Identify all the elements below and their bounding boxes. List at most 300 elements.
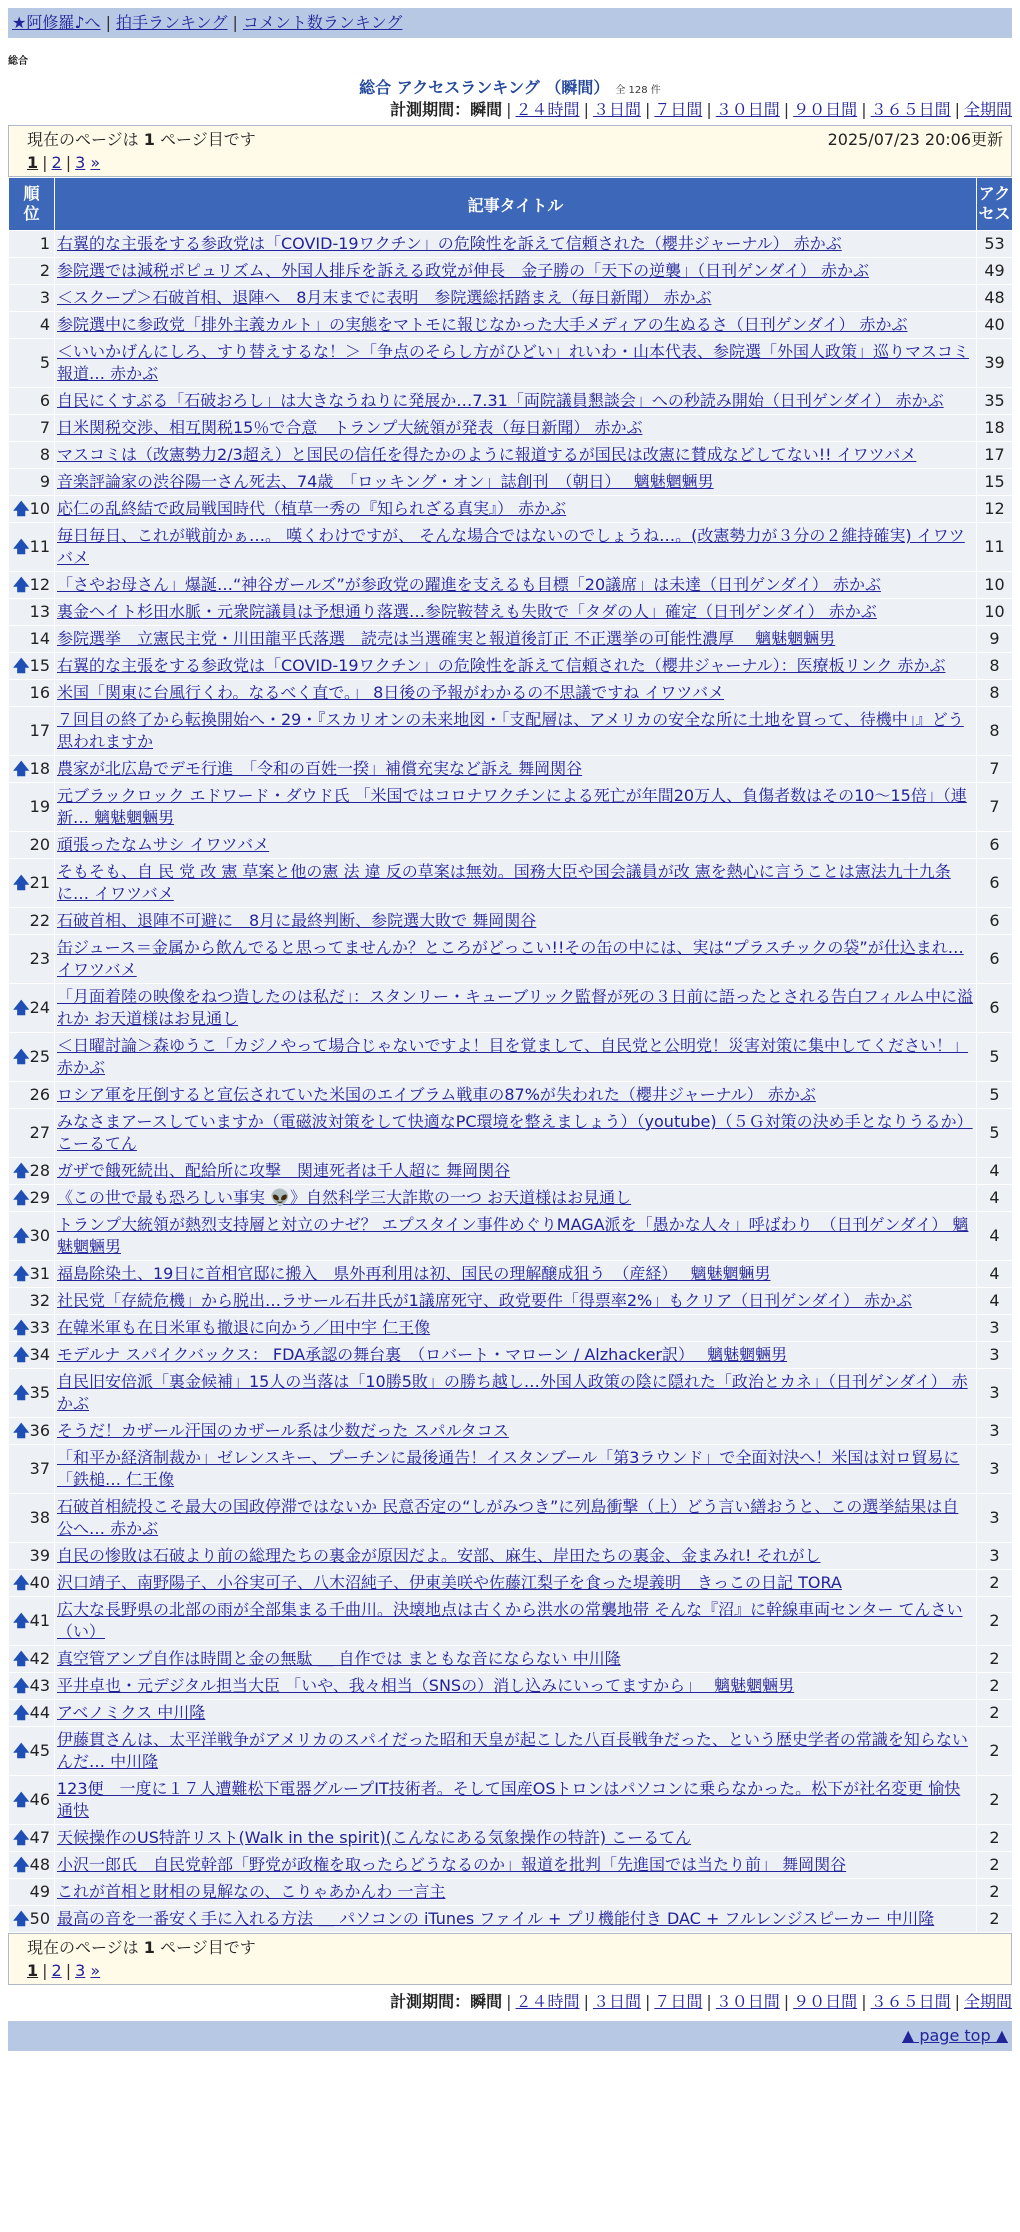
title-cell (55, 1261, 977, 1288)
separator: | (506, 100, 512, 119)
article-link[interactable]: そもそも、自 民 党 改 憲 草案と他の憲 法 違 反の草案は無効。国務大臣や国会議員が改 憲を熱心に言うことは憲法九十九条に… イワツバメ (57, 862, 951, 903)
article-link[interactable]: 社民党「存続危機」から脱出…ラサール石井氏が1議席死守、政党要件「得票率2%」もクリア（日刊ゲンダイ） 赤かぶ (57, 1291, 913, 1310)
article-link[interactable]: これが首相と財相の見解なの、こりゃあかんわ 一言主 (57, 1882, 446, 1901)
table-row (9, 1852, 1013, 1879)
title-cell (55, 1879, 977, 1906)
separator: | (706, 100, 712, 119)
separator: | (783, 1992, 790, 2011)
article-link[interactable]: 小沢一郎氏 自民党幹部「野党が政権を取ったらどうなるのか」報道を批判「先進国では当たり前」 舞岡関谷 (57, 1855, 847, 1874)
rank-cell (9, 1109, 55, 1158)
access-count: 7 (977, 756, 1013, 783)
table-row (9, 1494, 1013, 1543)
table-row (9, 1261, 1013, 1288)
title-cell (55, 312, 977, 339)
rank-cell (9, 832, 55, 859)
access-count: 53 (977, 231, 1013, 258)
rank-number: 18 (29, 759, 50, 778)
access-count: 4 (977, 1212, 1013, 1261)
access-count: 2 (977, 1673, 1013, 1700)
article-link[interactable]: 裏金ヘイト杉田水脈・元衆院議員は予想通り落選…参院鞍替えも失敗で「タダの人」確定（日刊ゲンダイ） 赤かぶ (57, 602, 877, 621)
access-count: 10 (977, 572, 1013, 599)
rank-number: 44 (29, 1703, 50, 1722)
access-count: 11 (977, 523, 1013, 572)
access-count: 2 (977, 1776, 1013, 1825)
rank-number: 50 (29, 1909, 50, 1928)
rank-number: 16 (29, 683, 50, 702)
table-row (9, 523, 1013, 572)
rank-cell (9, 859, 55, 908)
access-count: 8 (977, 680, 1013, 707)
title-cell (55, 783, 977, 832)
article-link[interactable]: 石破首相、退陣不可避に 8月に最終判断、参院選大敗で 舞岡関谷 (57, 911, 537, 930)
title-cell (55, 339, 977, 388)
article-link[interactable]: 音楽評論家の渋谷陽一さん死去、74歳 「ロッキング・オン」誌創刊 （朝日） 魑魅魍魎男 (57, 472, 714, 491)
title-cell (55, 1543, 977, 1570)
table-row (9, 231, 1013, 258)
article-link[interactable]: 天候操作のUS特許リスト(Walk in the spirit)(こんなにある気象操作の特許) こーるてん (57, 1828, 692, 1847)
period-label: 計測期間： (390, 1992, 471, 2011)
period-option-link[interactable]: ７日間 (654, 100, 703, 119)
period-option-link[interactable]: 全期間 (963, 1992, 1012, 2011)
period-option-link[interactable]: ９０日間 (793, 1992, 858, 2011)
rank-cell (9, 1852, 55, 1879)
article-link[interactable]: 毎日毎日、これが戦前かぁ…。 嘆くわけですが、 そんな場合ではないのでしょうね…。(改憲勢力が３分の２維持確実) イワツバメ (57, 526, 965, 567)
rank-number: 49 (29, 1882, 50, 1901)
title-cell (55, 1494, 977, 1543)
access-count: 6 (977, 908, 1013, 935)
rank-number: 37 (29, 1459, 50, 1478)
clap-ranking-link[interactable]: 拍手ランキング (115, 13, 228, 32)
rank-up-arrow-icon: 🡅 (13, 1318, 30, 1337)
rank-cell (9, 599, 55, 626)
article-link[interactable]: 参院選挙 立憲民主党・川田龍平氏落選 読売は当選確実と報道後訂正 不正選挙の可能性濃厚 魑魅魍魎男 (57, 629, 836, 648)
period-option-link[interactable]: ３６５日間 (870, 100, 951, 119)
title-cell (55, 1445, 977, 1494)
rank-up-arrow-icon: 🡅 (13, 537, 30, 556)
title-cell (55, 1185, 977, 1212)
access-count: 2 (977, 1646, 1013, 1673)
rank-up-arrow-icon: 🡅 (13, 1188, 30, 1207)
access-header: アクセス (977, 178, 1013, 231)
separator: | (42, 153, 48, 172)
separator: | (954, 1992, 960, 2011)
title-cell (55, 1033, 977, 1082)
period-option-current: 瞬間 (470, 1992, 503, 2011)
rank-up-arrow-icon: 🡅 (13, 1611, 30, 1630)
article-link[interactable]: 広大な長野県の北部の雨が全部集まる千曲川。決壊地点は古くから洪水の常襲地帯 そんな『沼』に幹線車両センター てんさい（い） (57, 1600, 963, 1641)
article-link[interactable]: 真空管アンプ自作は時間と金の無駄 ＿ 自作では まともな音にならない 中川隆 (57, 1649, 621, 1668)
rank-up-arrow-icon: 🡅 (13, 1855, 30, 1874)
rank-cell (9, 1315, 55, 1342)
article-link[interactable]: 沢口靖子、南野陽子、小谷実可子、八木沼純子、伊東美咲や佐藤江梨子を食った堤義明 きっこの日記 TORA (57, 1573, 842, 1592)
bottom-bar (8, 2021, 1012, 2051)
article-link[interactable]: 缶ジュース＝金属から飲んでると思ってませんか？ところがどっこい!!その缶の中には、実は“プラスチックの袋”が仕込まれ… イワツバメ (57, 938, 964, 979)
period-selector-top (8, 99, 1012, 121)
rank-number: 45 (29, 1741, 50, 1760)
title-cell (55, 1288, 977, 1315)
rank-up-arrow-icon: 🡅 (13, 656, 30, 675)
rank-number: 19 (29, 797, 50, 816)
rank-cell (9, 415, 55, 442)
title-cell (55, 572, 977, 599)
article-link[interactable]: 参院選中に参政党「排外主義カルト」の実態をマトモに報じなかった大手メディアの生ぬるさ（日刊ゲンダイ） 赤かぶ (57, 315, 908, 334)
period-option-link[interactable]: ２４時間 (515, 1992, 580, 2011)
title-cell (55, 1776, 977, 1825)
table-row (9, 626, 1013, 653)
page-link[interactable]: 2 (51, 153, 62, 172)
access-count: 2 (977, 1852, 1013, 1879)
rank-number: 13 (29, 602, 50, 621)
rank-number: 46 (29, 1790, 50, 1809)
rank-cell (9, 339, 55, 388)
period-option-link[interactable]: ７日間 (654, 1992, 703, 2011)
title-cell (55, 1315, 977, 1342)
home-link[interactable]: ★阿修羅♪へ (12, 13, 101, 32)
rank-cell (9, 1212, 55, 1261)
rank-cell (9, 1288, 55, 1315)
article-link[interactable]: 右翼的な主張をする参政党は「COVID-19ワクチン」の危険性を訴えて信頼された（櫻井ジャーナル）：医療板リンク 赤かぶ (57, 656, 946, 675)
rank-cell (9, 469, 55, 496)
table-row (9, 1673, 1013, 1700)
title-cell (55, 599, 977, 626)
rank-number: 23 (29, 949, 50, 968)
separator: | (65, 1961, 72, 1980)
article-link[interactable]: ＜日曜討論＞森ゆうこ「カジノやって場合じゃないですよ！目を覚まして、自民党と公明党！災害対策に集中してください！」 赤かぶ (57, 1036, 969, 1077)
rank-cell (9, 1369, 55, 1418)
title-cell (55, 859, 977, 908)
access-count: 40 (977, 312, 1013, 339)
title-cell (55, 442, 977, 469)
rank-number: 20 (29, 835, 50, 854)
pagination (27, 1960, 1011, 1982)
rank-cell (9, 1673, 55, 1700)
title-cell (55, 469, 977, 496)
rank-number: 34 (29, 1345, 50, 1364)
title-cell (55, 285, 977, 312)
rank-cell (9, 1825, 55, 1852)
access-count: 2 (977, 1597, 1013, 1646)
rank-cell (9, 258, 55, 285)
next-page-link[interactable]: » (90, 1961, 101, 1980)
page-top-link[interactable]: ▲ page top ▲ (901, 2026, 1008, 2045)
rank-up-arrow-icon: 🡅 (13, 1226, 30, 1245)
title-cell (55, 1342, 977, 1369)
rank-number: 31 (29, 1264, 50, 1283)
rank-up-arrow-icon: 🡅 (13, 1790, 30, 1809)
title-cell (55, 680, 977, 707)
rank-number: 39 (29, 1546, 50, 1565)
table-row (9, 1646, 1013, 1673)
rank-cell (9, 1570, 55, 1597)
period-option-link[interactable]: ３日間 (592, 100, 641, 119)
access-count: 18 (977, 415, 1013, 442)
rank-cell (9, 523, 55, 572)
article-link[interactable]: 自民旧安倍派「裏金候補」15人の当落は「10勝5敗」の勝ち越し…外国人政策の陰に隠れた「政治とカネ」（日刊ゲンダイ） 赤かぶ (57, 1372, 968, 1413)
rank-number: 27 (29, 1123, 50, 1142)
ranking-title: 総合 アクセスランキング （瞬間） (359, 78, 610, 97)
title-cell (55, 626, 977, 653)
article-link[interactable]: 応仁の乱終結で政局戦国時代（植草一秀の『知られざる真実』） 赤かぶ (57, 499, 567, 518)
table-row (9, 680, 1013, 707)
article-link[interactable]: 「さやお母さん」爆誕…“神谷ガールズ”が参政党の躍進を支えるも目標「20議席」は未達（日刊ゲンダイ） 赤かぶ (57, 575, 881, 594)
title-cell (55, 1646, 977, 1673)
table-row (9, 1906, 1013, 1933)
table-row (9, 984, 1013, 1033)
access-count: 3 (977, 1342, 1013, 1369)
access-count: 5 (977, 1109, 1013, 1158)
title-cell (55, 388, 977, 415)
access-count: 4 (977, 1158, 1013, 1185)
rank-number: 32 (29, 1291, 50, 1310)
article-link[interactable]: 頑張ったなムサシ イワツバメ (57, 835, 270, 854)
page-link[interactable]: 3 (75, 1961, 86, 1980)
rank-up-arrow-icon: 🡅 (13, 759, 30, 778)
rank-number: 29 (29, 1188, 50, 1207)
access-count: 4 (977, 1261, 1013, 1288)
rank-number: 4 (39, 315, 50, 334)
title-cell (55, 496, 977, 523)
rank-up-arrow-icon: 🡅 (13, 1828, 30, 1847)
access-count: 3 (977, 1315, 1013, 1342)
table-row (9, 1418, 1013, 1445)
title-cell (55, 523, 977, 572)
access-count: 3 (977, 1445, 1013, 1494)
article-link[interactable]: 米国「関東に台風行くわ。なるべく直で。」 8日後の予報がわかるの不思議ですね イワツバメ (57, 683, 725, 702)
article-link[interactable]: ７回目の終了から転換開始へ・29・『スカリオンの未来地図・「支配層は、アメリカの安全な所に土地を買って、待機中」』どう思われますか (57, 710, 964, 751)
title-cell (55, 231, 977, 258)
title-cell (55, 1852, 977, 1879)
table-row (9, 1879, 1013, 1906)
rank-cell (9, 1879, 55, 1906)
table-row (9, 1185, 1013, 1212)
separator: | (583, 100, 589, 119)
article-link[interactable]: モデルナ スパイクバックス： FDA承認の舞台裏 （ロバート・マローン / Alzhacker訳） 魑魅魍魎男 (57, 1345, 788, 1364)
rank-number: 21 (29, 873, 50, 892)
rank-cell (9, 680, 55, 707)
title-cell (55, 1158, 977, 1185)
article-link[interactable]: 元ブラックロック エドワード・ダウド氏 「米国ではコロナワクチンによる死亡が年間20万人、負傷者数はその10～15倍」（連新… 魑魅魍魎男 (57, 786, 967, 827)
article-link[interactable]: アベノミクス 中川隆 (57, 1703, 206, 1722)
table-row (9, 1109, 1013, 1158)
article-link[interactable]: 《この世で最も恐ろしい事実 👽》自然科学三大詐欺の一つ お天道様はお見通し (57, 1188, 632, 1207)
access-count: 3 (977, 1369, 1013, 1418)
article-link[interactable]: 農家が北広島でデモ行進 「令和の百姓一揆」補償充実など訴え 舞岡関谷 (57, 759, 583, 778)
title-cell (55, 1082, 977, 1109)
article-link[interactable]: 日米関税交渉、相互関税15％で合意 トランプ大統領が発表（毎日新聞） 赤かぶ (57, 418, 643, 437)
next-page-link[interactable]: » (90, 153, 101, 172)
access-count: 35 (977, 388, 1013, 415)
article-link[interactable]: 123便 一度に１７人遭難松下電器グループIT技術者。そして国産OSトロンはパソコンに乗らなかった。松下が社名変更 愉快通快 (57, 1779, 961, 1820)
page-link[interactable]: 3 (75, 153, 86, 172)
rank-up-arrow-icon: 🡅 (13, 1345, 30, 1364)
access-count: 10 (977, 599, 1013, 626)
rank-cell (9, 783, 55, 832)
article-link[interactable]: 伊藤貫さんは、太平洋戦争がアメリカのスパイだった昭和天皇が起こした八百長戦争だった、という歴史学者の常識を知らないんだ… 中川隆 (57, 1730, 968, 1771)
table-row (9, 496, 1013, 523)
rank-cell (9, 1646, 55, 1673)
access-count: 17 (977, 442, 1013, 469)
article-link[interactable]: 石破首相続投こそ最大の国政停滞ではないか 民意否定の“しがみつき”に列島衝撃（上）どう言い繕おうと、この選挙結果は自公へ… 赤かぶ (57, 1497, 959, 1538)
rank-up-arrow-icon: 🡅 (13, 1703, 30, 1722)
article-link[interactable]: マスコミは（改憲勢力2/3超え）と国民の信任を得たかのように報道するが国民は改憲に賛成などしてない!! イワツバメ (57, 445, 917, 464)
access-count: 2 (977, 1727, 1013, 1776)
rank-up-arrow-icon: 🡅 (13, 1909, 30, 1928)
rank-number: 40 (29, 1573, 50, 1592)
table-row (9, 1825, 1013, 1852)
period-option-link[interactable]: ３０日間 (715, 1992, 780, 2011)
article-link[interactable]: みなさまアースしていますか（電磁波対策をして快適なPC環境を整えましょう）（youtube)（５Ｇ対策の決め手となりうるか） こーるてん (57, 1112, 973, 1153)
category-label: 総合 (8, 56, 28, 67)
rank-up-arrow-icon: 🡅 (13, 1573, 30, 1592)
separator: | (954, 100, 960, 119)
table-row (9, 599, 1013, 626)
rank-cell (9, 1261, 55, 1288)
period-option-link[interactable]: ３０日間 (715, 100, 780, 119)
title-cell (55, 1570, 977, 1597)
rank-cell (9, 626, 55, 653)
table-row (9, 1597, 1013, 1646)
table-row (9, 1288, 1013, 1315)
rank-cell (9, 442, 55, 469)
period-option-link[interactable]: 全期間 (963, 100, 1012, 119)
page-current: 1 (27, 1961, 39, 1980)
period-label: 計測期間： (390, 100, 471, 119)
rank-cell (9, 1418, 55, 1445)
title-cell (55, 1825, 977, 1852)
rank-number: 1 (39, 234, 50, 253)
article-link[interactable]: 平井卓也・元デジタル担当大臣 「いや、我々相当（SNSの）消し込みにいってますから」 魑魅魍魎男 (57, 1676, 795, 1695)
rank-number: 47 (29, 1828, 50, 1847)
rank-up-arrow-icon: 🡅 (13, 1161, 30, 1180)
rank-cell (9, 1700, 55, 1727)
title-cell (55, 1212, 977, 1261)
table-row (9, 388, 1013, 415)
access-count: 3 (977, 1543, 1013, 1570)
access-count: 39 (977, 339, 1013, 388)
access-count: 8 (977, 653, 1013, 680)
title-cell (55, 1700, 977, 1727)
rank-number: 12 (29, 575, 50, 594)
page-info-box-top (8, 125, 1012, 177)
rank-up-arrow-icon: 🡅 (13, 575, 30, 594)
rank-up-arrow-icon: 🡅 (13, 1676, 30, 1695)
article-link[interactable]: 参院選では減税ポピュリズム、外国人排斥を訴える政党が伸長 金子勝の「天下の逆襲」（日刊ゲンダイ） 赤かぶ (57, 261, 869, 280)
title-cell (55, 756, 977, 783)
title-header: 記事タイトル (55, 178, 977, 231)
rank-header: 順位 (9, 178, 55, 231)
access-count: 4 (977, 1288, 1013, 1315)
title-cell (55, 1369, 977, 1418)
article-link[interactable]: 最高の音を一番安く手に入れる方法 ＿ パソコンの iTunes ファイル + プリ機能付き DAC + フルレンジスピーカー 中川隆 (57, 1909, 935, 1928)
table-row (9, 1369, 1013, 1418)
period-option-link[interactable]: ３６５日間 (870, 1992, 951, 2011)
rank-cell (9, 984, 55, 1033)
rank-number: 14 (29, 629, 50, 648)
page-link[interactable]: 2 (51, 1961, 62, 1980)
period-option-link[interactable]: ２４時間 (515, 100, 580, 119)
rank-up-arrow-icon: 🡅 (13, 1383, 30, 1402)
pagination (27, 152, 1011, 174)
article-link[interactable]: ＜いいかげんにしろ、すり替えするな！＞「争点のそらし方がひどい」れいわ・山本代表、参院選「外国人政策」巡りマスコミ報道… 赤かぶ (57, 342, 970, 383)
current-page-text: 現在のページは 1 ページ目です (27, 1938, 256, 1957)
rank-cell (9, 1445, 55, 1494)
access-count: 15 (977, 469, 1013, 496)
article-link[interactable]: そうだ！カザール汗国のカザール系は少数だった スパルタコス (57, 1421, 509, 1440)
rank-cell (9, 653, 55, 680)
table-row (9, 572, 1013, 599)
ranking-title-row (0, 75, 1020, 97)
rank-number: 43 (29, 1676, 50, 1695)
article-link[interactable]: ロシア軍を圧倒すると宣伝されていた米国のエイブラム戦車の87%が失われた（櫻井ジャーナル） 赤かぶ (57, 1085, 816, 1104)
comment-ranking-link[interactable]: コメント数ランキング (242, 13, 403, 32)
article-link[interactable]: 右翼的な主張をする参政党は「COVID-19ワクチン」の危険性を訴えて信頼された（櫻井ジャーナル） 赤かぶ (57, 234, 842, 253)
period-option-link[interactable]: ９０日間 (793, 100, 858, 119)
rank-cell (9, 388, 55, 415)
rank-up-arrow-icon: 🡅 (13, 1649, 30, 1668)
rank-number: 11 (29, 537, 50, 556)
rank-number: 9 (39, 472, 50, 491)
access-count: 6 (977, 832, 1013, 859)
article-link[interactable]: トランプ大統領が熱烈支持層と対立のナゼ？ エプスタイン事件めぐりMAGA派を「愚かな人々」呼ばわり （日刊ゲンダイ） 魑魅魍魎男 (57, 1215, 969, 1256)
rank-cell (9, 231, 55, 258)
page-current: 1 (27, 153, 39, 172)
rank-cell (9, 1082, 55, 1109)
article-link[interactable]: 福島除染土、19日に首相官邸に搬入 県外再利用は初、国民の理解醸成狙う （産経） 魑魅魍魎男 (57, 1264, 771, 1283)
rank-cell (9, 312, 55, 339)
period-option-link[interactable]: ３日間 (592, 1992, 641, 2011)
rank-cell (9, 1185, 55, 1212)
table-row (9, 935, 1013, 984)
article-link[interactable]: 「和平か経済制裁か」ゼレンスキー、プーチンに最後通告！イスタンブール「第3ラウンド」で全面対決へ！米国は対ロ貿易に「鉄槌… 仁王像 (57, 1448, 960, 1489)
title-cell (55, 1906, 977, 1933)
access-count: 48 (977, 285, 1013, 312)
separator: | (783, 100, 790, 119)
access-count: 3 (977, 1494, 1013, 1543)
rank-cell (9, 1494, 55, 1543)
title-cell (55, 258, 977, 285)
top-nav-bar (8, 8, 1012, 38)
access-count: 5 (977, 1082, 1013, 1109)
article-link[interactable]: ガザで餓死続出、配給所に攻撃 関連死者は千人超に 舞岡関谷 (57, 1161, 511, 1180)
article-link[interactable]: 在韓米軍も在日米軍も撤退に向かう／田中宇 仁王像 (57, 1318, 431, 1337)
table-row (9, 1445, 1013, 1494)
table-row (9, 1727, 1013, 1776)
table-row (9, 1570, 1013, 1597)
table-row (9, 469, 1013, 496)
separator: | (644, 1992, 651, 2011)
article-link[interactable]: 自民にくすぶる「石破おろし」は大きなうねりに発展か…7.31「両院議員懇談会」への秒読み開始（日刊ゲンダイ） 赤かぶ (57, 391, 944, 410)
title-cell (55, 908, 977, 935)
title-cell (55, 1727, 977, 1776)
table-row (9, 832, 1013, 859)
rank-cell (9, 1158, 55, 1185)
table-row (9, 442, 1013, 469)
period-option-current: 瞬間 (470, 100, 503, 119)
article-link[interactable]: ＜スクープ＞石破首相、退陣へ 8月末までに表明 参院選総括踏まえ（毎日新聞） 赤かぶ (57, 288, 712, 307)
rank-cell (9, 756, 55, 783)
rank-cell (9, 908, 55, 935)
updated-timestamp: 2025/07/23 20:06更新 (827, 130, 1003, 149)
rank-number: 38 (29, 1508, 50, 1527)
ranking-total: 全 128 件 (615, 85, 661, 96)
access-count: 6 (977, 859, 1013, 908)
article-link[interactable]: 自民の惨敗は石破より前の総理たちの裏金が原因だよ。安部、麻生、岸田たちの裏金、金まみれ! それがし (57, 1546, 821, 1565)
table-row (9, 1543, 1013, 1570)
article-link[interactable]: 「月面着陸の映像をねつ造したのは私だ」：スタンリー・キューブリック監督が死の３日前に語ったとされる告白フィルム中に溢れか お天道様はお見通し (57, 987, 974, 1028)
rank-number: 15 (29, 656, 50, 675)
table-row (9, 415, 1013, 442)
rank-number: 17 (29, 721, 50, 740)
